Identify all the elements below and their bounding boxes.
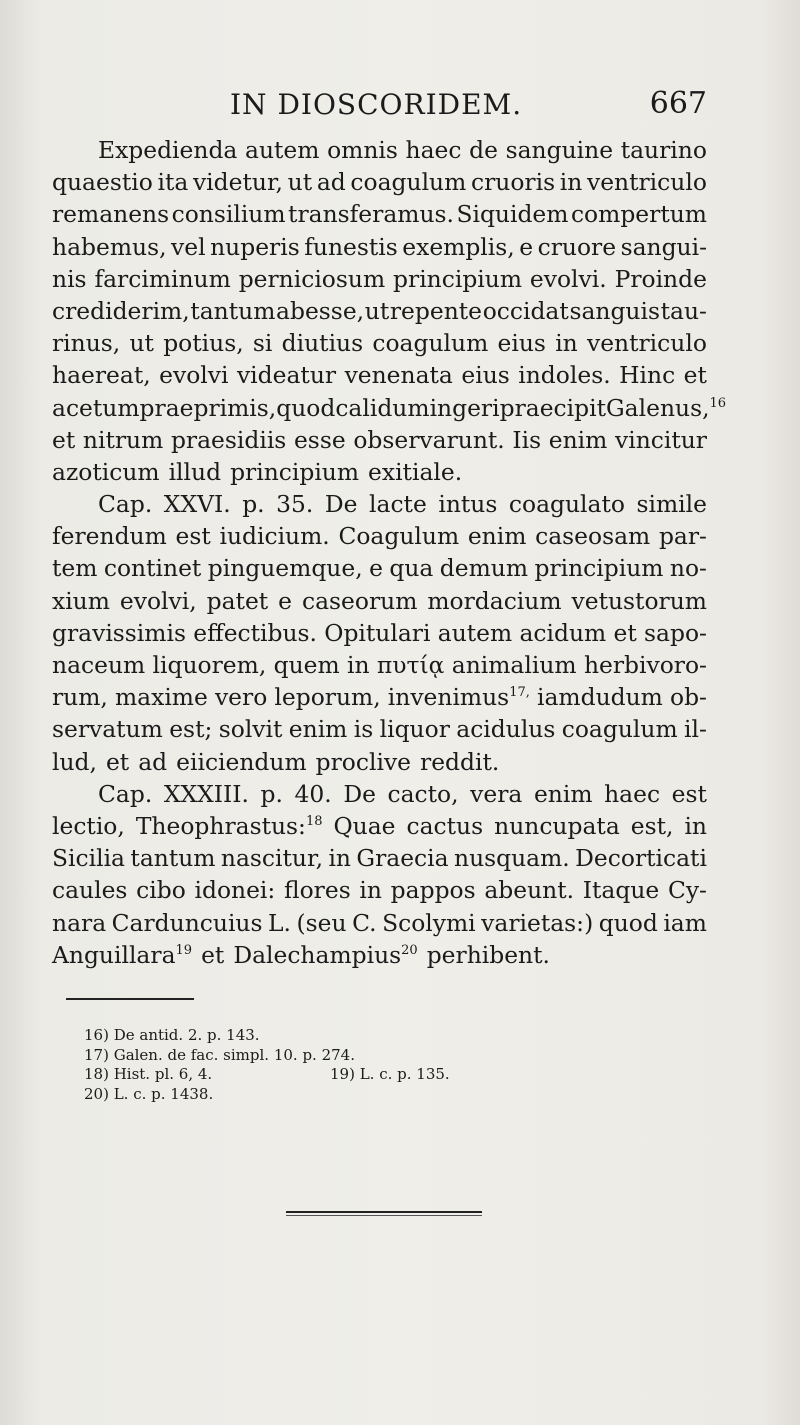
word: principium bbox=[534, 554, 664, 583]
word: tantum bbox=[130, 844, 216, 873]
word: Quae bbox=[333, 811, 396, 840]
word: nuperis bbox=[210, 232, 300, 261]
text-line bbox=[52, 617, 707, 649]
word: Itaque bbox=[582, 876, 660, 905]
text-line bbox=[52, 392, 727, 424]
text-line bbox=[52, 231, 707, 263]
word: cruore bbox=[537, 232, 617, 261]
word: naceum bbox=[52, 651, 146, 679]
footnote bbox=[84, 1085, 544, 1105]
word: eius bbox=[497, 329, 546, 358]
word: haec bbox=[405, 136, 462, 164]
word: evolvi. bbox=[529, 264, 607, 293]
word: videtur, bbox=[192, 168, 283, 197]
word: et bbox=[201, 940, 225, 969]
word: cruoris bbox=[470, 168, 556, 197]
text-line bbox=[52, 295, 707, 327]
word: repente bbox=[389, 296, 483, 325]
word: nara bbox=[52, 908, 107, 937]
word: coagulum bbox=[372, 329, 489, 358]
word: azoticum bbox=[52, 457, 160, 486]
word: est, bbox=[630, 811, 674, 840]
word: sanguis bbox=[569, 296, 660, 325]
word: si bbox=[252, 329, 273, 358]
word: abeunt. bbox=[484, 876, 575, 905]
word: habemus, bbox=[52, 232, 167, 261]
word: ventriculo bbox=[586, 168, 707, 197]
word: ventriculo bbox=[586, 329, 707, 358]
word: Expedienda bbox=[98, 136, 238, 164]
word: enim bbox=[467, 522, 527, 551]
word: (seu bbox=[296, 908, 347, 937]
word: in bbox=[347, 651, 370, 679]
word: nusquam. bbox=[454, 844, 570, 873]
word: principium bbox=[230, 457, 360, 486]
text-line bbox=[52, 713, 707, 745]
text-line bbox=[52, 939, 707, 971]
word: effectibus. bbox=[193, 618, 317, 647]
word: rinus, bbox=[52, 329, 121, 358]
footnotes bbox=[84, 1026, 544, 1104]
word: Dalechampius$^{20}$ bbox=[233, 940, 418, 969]
word: praecipit bbox=[499, 393, 606, 422]
word: caules bbox=[52, 876, 128, 905]
word: pappos bbox=[390, 876, 476, 905]
word: sapo- bbox=[644, 618, 707, 647]
word: Proinde bbox=[614, 264, 707, 293]
footnote-text: 20) L. c. p. 1438. bbox=[84, 1084, 214, 1103]
word: Carduncuius bbox=[111, 908, 263, 937]
word: perniciosum bbox=[238, 264, 386, 293]
word: exemplis, bbox=[402, 232, 515, 261]
word: servatum bbox=[52, 715, 163, 744]
word: in bbox=[555, 329, 578, 358]
text-line bbox=[52, 456, 707, 488]
word: L. bbox=[268, 908, 291, 937]
word: vetustorum bbox=[571, 586, 707, 615]
word: quaestio bbox=[52, 168, 153, 197]
word: consilium bbox=[171, 200, 286, 229]
word: potius, bbox=[163, 329, 244, 358]
word: tem bbox=[52, 554, 98, 583]
word: varietas:) bbox=[481, 908, 594, 937]
word: haereat, bbox=[52, 361, 151, 390]
word: Scolymi bbox=[382, 908, 476, 937]
word: ob- bbox=[670, 683, 707, 712]
word: continet bbox=[103, 554, 202, 583]
word: gravissimis bbox=[52, 618, 186, 647]
footnote-text: 18) Hist. pl. 6, 4. bbox=[84, 1065, 213, 1083]
text-line bbox=[52, 649, 707, 681]
word: cibo bbox=[136, 876, 186, 905]
word: farciminum bbox=[94, 264, 231, 293]
word: acidulus bbox=[456, 715, 556, 744]
word: quem bbox=[273, 651, 340, 679]
word: Opitulari bbox=[324, 618, 431, 647]
footnote-text: 17) Galen. de fac. simpl. 10. p. 274. bbox=[84, 1045, 355, 1064]
word: omnis bbox=[327, 136, 398, 164]
word: mordacium bbox=[427, 586, 562, 615]
footnote-marker: 18 bbox=[305, 813, 323, 829]
end-rule bbox=[286, 1211, 482, 1213]
word: praeprimis, bbox=[139, 393, 277, 422]
word: Theophrastus:$^{18}$ bbox=[135, 811, 323, 840]
word: sanguine bbox=[505, 136, 614, 164]
word: tantum bbox=[190, 296, 276, 325]
word: qua bbox=[389, 554, 434, 583]
word: nitrum bbox=[82, 425, 164, 454]
word: caseorum bbox=[301, 586, 418, 615]
footnote-marker: 17, bbox=[509, 685, 530, 701]
word: observarunt. bbox=[353, 425, 505, 454]
word: XXXIII. bbox=[163, 779, 249, 808]
footnote bbox=[84, 1065, 544, 1085]
text-line bbox=[52, 907, 707, 939]
word: Cy- bbox=[667, 876, 707, 905]
word: indoles. bbox=[518, 361, 611, 390]
word: perhibent. bbox=[426, 940, 550, 969]
footnote-marker: 16 bbox=[709, 395, 727, 411]
footnote-marker: 20 bbox=[401, 942, 418, 958]
footnote-text: 19) L. c. p. 135. bbox=[330, 1065, 450, 1083]
word: iamdudum bbox=[537, 683, 663, 712]
word: enim bbox=[533, 779, 593, 808]
footnote-separator bbox=[66, 998, 194, 1000]
text-line bbox=[52, 359, 707, 391]
word: iam bbox=[663, 908, 707, 937]
word: solvit bbox=[218, 715, 283, 744]
word: maxime bbox=[115, 683, 208, 712]
word: in bbox=[328, 844, 351, 873]
text-line bbox=[52, 166, 707, 198]
text-line bbox=[52, 874, 707, 906]
word: demum bbox=[439, 554, 529, 583]
text-line bbox=[52, 746, 707, 778]
word: exitiale. bbox=[368, 457, 463, 486]
word: C. bbox=[352, 908, 377, 937]
word: compertum bbox=[570, 200, 707, 229]
word: vera bbox=[470, 779, 523, 808]
word: praesidiis bbox=[170, 425, 287, 454]
word: e bbox=[369, 554, 383, 583]
word: Hinc bbox=[619, 361, 676, 390]
word: Siquidem bbox=[456, 200, 569, 229]
word: esse bbox=[293, 425, 346, 454]
word: abesse, bbox=[276, 296, 365, 325]
word: ferendum bbox=[52, 522, 167, 551]
word: illud bbox=[168, 457, 222, 486]
word: simile bbox=[636, 490, 707, 519]
word: et bbox=[52, 425, 76, 454]
word: est; bbox=[169, 715, 213, 744]
word: de bbox=[469, 136, 498, 164]
word: Graecia bbox=[356, 844, 449, 873]
footnote bbox=[84, 1046, 544, 1066]
word: vincitur bbox=[615, 425, 707, 454]
word: Galenus,$^{16}$ bbox=[605, 393, 727, 422]
footnote bbox=[84, 1026, 544, 1046]
word: vero bbox=[214, 683, 268, 712]
word: taurino bbox=[620, 136, 707, 164]
body-text bbox=[52, 134, 727, 971]
word: liquor bbox=[379, 715, 450, 744]
word: enim bbox=[288, 715, 348, 744]
word: tau- bbox=[660, 296, 707, 325]
word: enim bbox=[548, 425, 608, 454]
word: remanens bbox=[52, 200, 170, 229]
word: Iis bbox=[512, 425, 542, 454]
word: coagulum bbox=[350, 168, 467, 197]
word: lectio, bbox=[52, 811, 125, 840]
text-line bbox=[52, 842, 707, 874]
word: leporum, bbox=[274, 683, 381, 712]
word: nuncupata bbox=[494, 811, 620, 840]
text-line bbox=[52, 778, 707, 810]
text-line bbox=[52, 424, 707, 456]
word: caseosam bbox=[535, 522, 651, 551]
word: Cap. bbox=[98, 779, 153, 808]
word: ut bbox=[287, 168, 313, 197]
word: proclive bbox=[315, 747, 412, 776]
text-line bbox=[52, 327, 707, 359]
word: ut bbox=[129, 329, 154, 358]
word: ad bbox=[138, 747, 168, 776]
word: De bbox=[324, 490, 358, 519]
text-line bbox=[52, 488, 707, 520]
word: occidat bbox=[482, 296, 569, 325]
word: Sicilia bbox=[52, 844, 125, 873]
word: in bbox=[359, 876, 382, 905]
word: xium bbox=[52, 586, 110, 615]
word: e bbox=[519, 232, 534, 261]
text-line bbox=[52, 263, 707, 295]
word: e bbox=[278, 586, 292, 615]
word: crediderim, bbox=[52, 296, 190, 325]
word: quod bbox=[598, 908, 658, 937]
word: ingeri bbox=[429, 393, 500, 422]
word: De bbox=[343, 779, 376, 808]
word: iudicium. bbox=[219, 522, 330, 551]
word: acidum bbox=[519, 618, 607, 647]
word: herbivoro- bbox=[583, 651, 707, 679]
word: Decorticati bbox=[575, 844, 707, 873]
word: liquorem, bbox=[152, 651, 267, 679]
word: coagulato bbox=[508, 490, 625, 519]
word: p. bbox=[242, 490, 265, 519]
word: et bbox=[105, 747, 130, 776]
word: ad bbox=[316, 168, 346, 197]
word: venenata bbox=[344, 361, 453, 390]
word: acetum bbox=[52, 393, 140, 422]
text-line bbox=[52, 585, 707, 617]
word: Anguillara$^{19}$ bbox=[52, 940, 193, 969]
word: Coagulum bbox=[338, 522, 460, 551]
word: autem bbox=[437, 618, 513, 647]
word: est bbox=[175, 522, 211, 551]
footnote-text: 16) De antid. 2. p. 143. bbox=[84, 1026, 260, 1044]
word: par- bbox=[658, 522, 707, 551]
word: in bbox=[684, 811, 707, 840]
running-title: IN DIOSCORIDEM. bbox=[230, 88, 523, 121]
word: ita bbox=[157, 168, 189, 197]
word: XXVI. bbox=[163, 490, 231, 519]
word: evolvi bbox=[159, 361, 229, 390]
word: eiiciendum bbox=[176, 747, 307, 776]
word: haec bbox=[604, 779, 661, 808]
text-line bbox=[52, 520, 707, 552]
page-header bbox=[52, 84, 707, 128]
word: coagulum bbox=[561, 715, 678, 744]
word: lacte bbox=[369, 490, 427, 519]
word: nis bbox=[52, 264, 87, 293]
page-number: 667 bbox=[649, 86, 707, 121]
word: autem bbox=[245, 136, 320, 164]
word: sangui- bbox=[620, 232, 707, 261]
word: 35. bbox=[276, 490, 314, 519]
end-rule-thin bbox=[286, 1215, 482, 1216]
word: flores bbox=[284, 876, 351, 905]
word: is bbox=[353, 715, 374, 744]
word: ut bbox=[364, 296, 390, 325]
word: cacto, bbox=[387, 779, 459, 808]
word: animalium bbox=[451, 651, 577, 679]
text-line bbox=[52, 810, 707, 842]
word: est bbox=[671, 779, 707, 808]
word: et bbox=[683, 361, 707, 390]
word: πυτίᾳ bbox=[376, 651, 445, 679]
word: videatur bbox=[236, 361, 337, 390]
word: no- bbox=[669, 554, 707, 583]
word: evolvi, bbox=[119, 586, 197, 615]
word: intus bbox=[438, 490, 498, 519]
word: 40. bbox=[294, 779, 332, 808]
word: invenimus$^{17,}$ bbox=[387, 683, 530, 712]
text-line bbox=[52, 198, 707, 230]
word: quod bbox=[276, 393, 336, 422]
word: transferamus. bbox=[288, 200, 454, 229]
word: nascitur, bbox=[220, 844, 324, 873]
word: eius bbox=[461, 361, 510, 390]
word: pinguemque, bbox=[207, 554, 363, 583]
word: funestis bbox=[304, 232, 398, 261]
word: p. bbox=[260, 779, 283, 808]
word: il- bbox=[684, 715, 707, 744]
word: rum, bbox=[52, 683, 108, 712]
word: in bbox=[559, 168, 583, 197]
text-line bbox=[52, 134, 707, 166]
text-line bbox=[52, 681, 707, 713]
text-line bbox=[52, 552, 707, 584]
word: lud, bbox=[52, 747, 97, 776]
word: principium bbox=[393, 264, 523, 293]
word: cactus bbox=[406, 811, 484, 840]
word: patet bbox=[206, 586, 269, 615]
word: vel bbox=[171, 232, 206, 261]
word: diutius bbox=[281, 329, 364, 358]
word: calidum bbox=[335, 393, 430, 422]
word: reddit. bbox=[420, 747, 500, 776]
footnote-marker: 19 bbox=[175, 942, 193, 958]
word: idonei: bbox=[194, 876, 276, 905]
word: et bbox=[613, 618, 637, 647]
word: Cap. bbox=[98, 490, 153, 519]
